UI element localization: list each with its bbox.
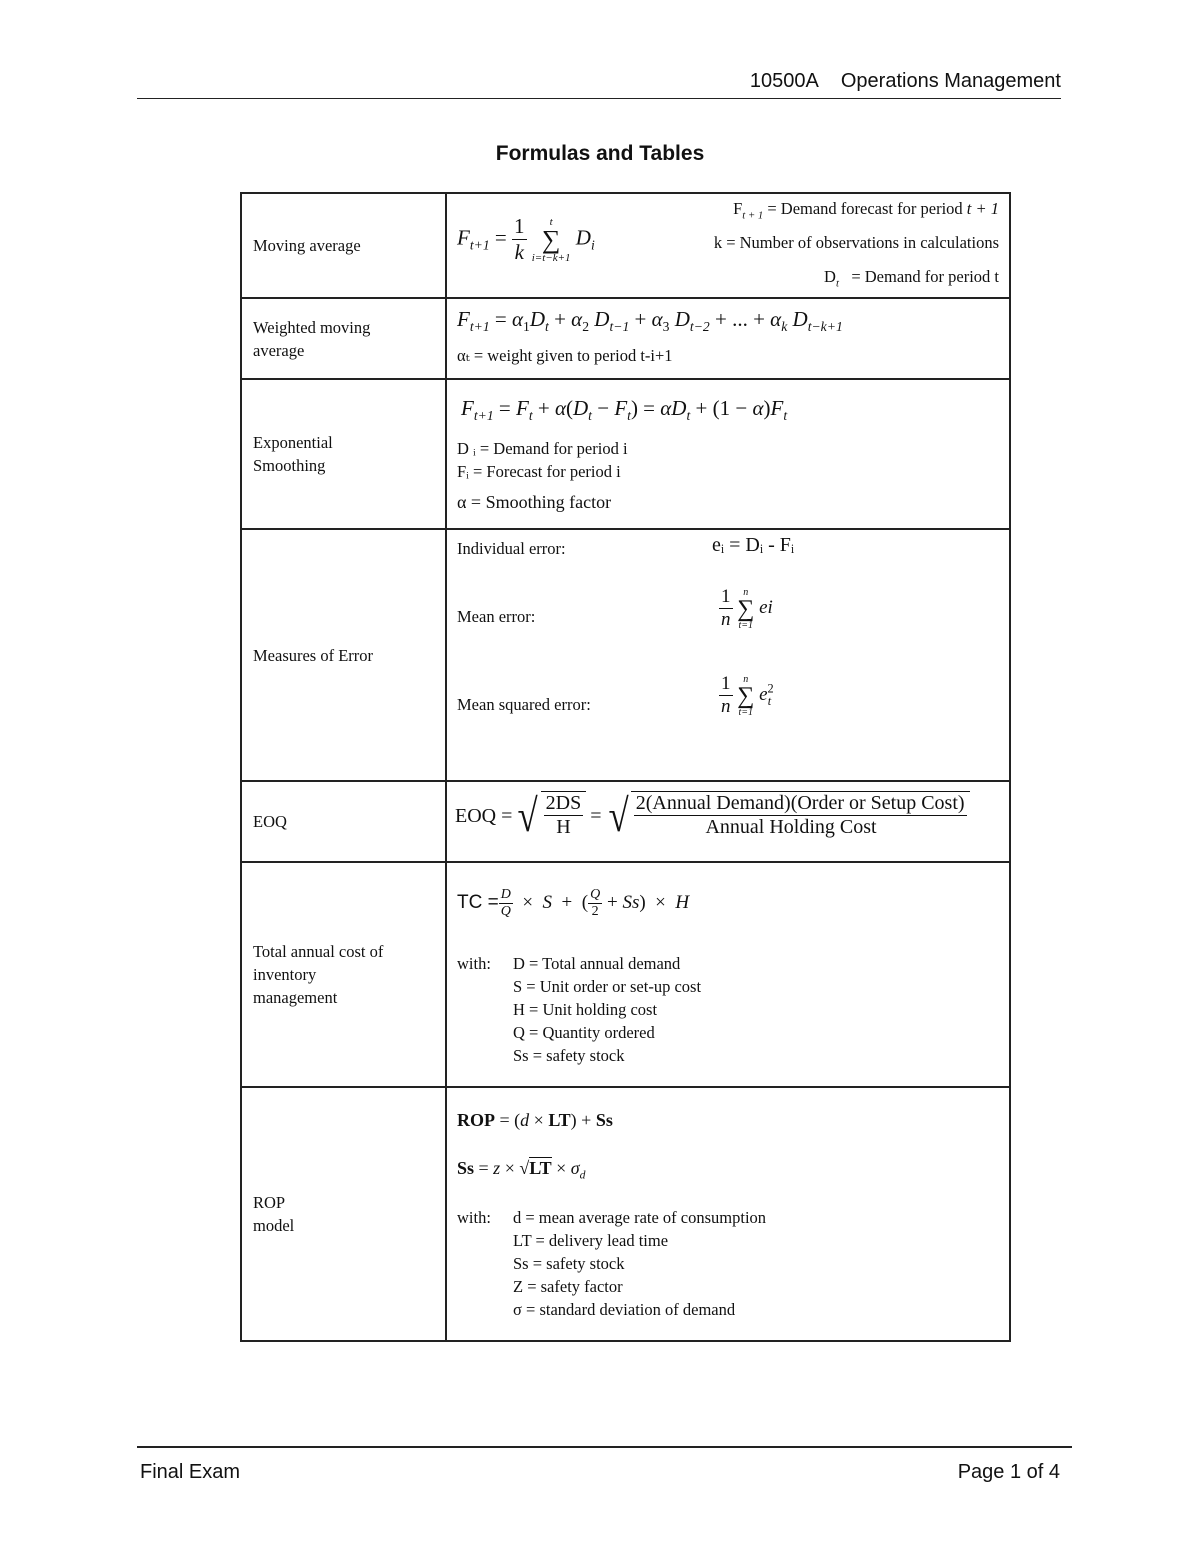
rop-definitions xyxy=(513,1206,766,1321)
definition-item: LT = delivery lead time xyxy=(513,1231,669,1250)
total-cost-cell xyxy=(446,862,1010,1087)
mse-formula: $\frac{1}{n}$ n ∑ t=1 $e^2_t$ xyxy=(721,673,774,718)
rop-cell xyxy=(446,1087,1010,1341)
course-code: 10500A xyxy=(749,70,819,92)
moving-average-cell xyxy=(446,193,1010,298)
formula-table xyxy=(240,192,1011,1342)
row-total-cost xyxy=(241,862,1010,1087)
label-rop: ROP model xyxy=(241,1087,446,1341)
footer-exam-name: Final Exam xyxy=(140,1461,241,1483)
label-total-cost: Total annual cost of inventory management xyxy=(241,862,446,1087)
measures-of-error-cell xyxy=(446,529,1010,781)
exp-d-definition: D ᵢ = Demand for period i xyxy=(457,439,628,458)
rop-with: with: xyxy=(457,1208,491,1227)
total-cost-definitions xyxy=(513,952,701,1067)
total-cost-formula: TC = $\frac{D}{Q}$ × S + ( $\frac{Q}{2}$ + Ss) × H xyxy=(457,887,690,919)
label-weighted-moving-average: Weighted moving average xyxy=(241,298,446,379)
mean-error-formula: $\frac{1}{n}$ n ∑ t=1 ei xyxy=(721,586,773,631)
exponential-smoothing-cell xyxy=(446,379,1010,529)
course-name: Operations Management xyxy=(840,70,1061,92)
individual-error-label: Individual error: xyxy=(457,539,566,558)
moving-average-legend-d: $D_t$ = Demand for period t xyxy=(824,267,999,290)
footer-page-number: Page 1 of 4 xyxy=(957,1461,1060,1483)
exp-f-definition: Fᵢ = Forecast for period i xyxy=(457,462,621,481)
definition-item: Q = Quantity ordered xyxy=(513,1023,655,1042)
definition-item: S = Unit order or set-up cost xyxy=(513,977,702,996)
row-moving-average xyxy=(241,193,1010,298)
moving-average-legend-k: k = Number of observations in calculations xyxy=(713,233,999,252)
eoq-cell xyxy=(446,781,1010,862)
moving-average-formula: $F_{t+1}$ = $\frac{1}{k}$ t ∑ i=t−k+1 $D_i$ xyxy=(457,214,595,264)
label-moving-average: Moving average xyxy=(241,193,446,298)
row-weighted-moving-average xyxy=(241,298,1010,379)
page-title: Formulas and Tables xyxy=(495,142,705,165)
definition-item: D = Total annual demand xyxy=(513,954,681,973)
exponential-smoothing-formula: $F_{t+1} = F_t + \alpha(D_t - F_t) = \alpha D_t + (1 - \alpha)F_t$ xyxy=(461,396,788,424)
row-eoq xyxy=(241,781,1010,862)
definition-item: d = mean average rate of consumption xyxy=(513,1208,767,1227)
row-measures-of-error xyxy=(241,529,1010,781)
label-measures-of-error: Measures of Error xyxy=(241,529,446,781)
weighted-moving-average-cell xyxy=(446,298,1010,379)
label-exponential-smoothing: Exponential Smoothing xyxy=(241,379,446,529)
page-header xyxy=(137,70,1061,99)
page-footer xyxy=(137,1446,1072,1483)
definition-item: σ = standard deviation of demand xyxy=(513,1300,736,1319)
label-eoq: EOQ xyxy=(241,781,446,862)
definition-item: Ss = safety stock xyxy=(513,1254,625,1273)
definition-item: Ss = safety stock xyxy=(513,1046,625,1065)
eoq-formula: EOQ = √ $\frac{2DS}{H}$ = √ $\frac{\text{2(Annual Demand)(Order or Setup Cost)}}{\text{Annual Holding Cost}}$ xyxy=(455,791,970,841)
row-rop xyxy=(241,1087,1010,1341)
moving-average-legend-f: $F_{t + 1}$ = Demand forecast for period t + 1 xyxy=(733,199,999,222)
definition-item: H = Unit holding cost xyxy=(513,1000,658,1019)
exp-alpha-definition: α = Smoothing factor xyxy=(457,492,612,512)
weighted-moving-average-formula: $F_{t+1} = \alpha_1D_t + \alpha_2$ $D_{t-1} + \alpha_3$ $D_{t-2}$ + ... + $\alpha_k$ $D_{t-k+1}$ xyxy=(457,307,843,335)
total-cost-with: with: xyxy=(457,954,491,973)
mean-error-label: Mean error: xyxy=(457,607,536,626)
definition-item: Z = safety factor xyxy=(513,1277,623,1296)
rop-formula: ROP = (d × LT) + Ss xyxy=(457,1110,613,1130)
mse-label: Mean squared error: xyxy=(457,695,591,714)
individual-error-formula: eᵢ = Dᵢ - Fᵢ xyxy=(712,534,795,556)
weighted-alpha-definition: αₜ = weight given to period t-i+1 xyxy=(457,346,673,365)
row-exponential-smoothing xyxy=(241,379,1010,529)
safety-stock-formula: $Ss = z \times √LT \times \sigma_d$ xyxy=(457,1158,586,1182)
